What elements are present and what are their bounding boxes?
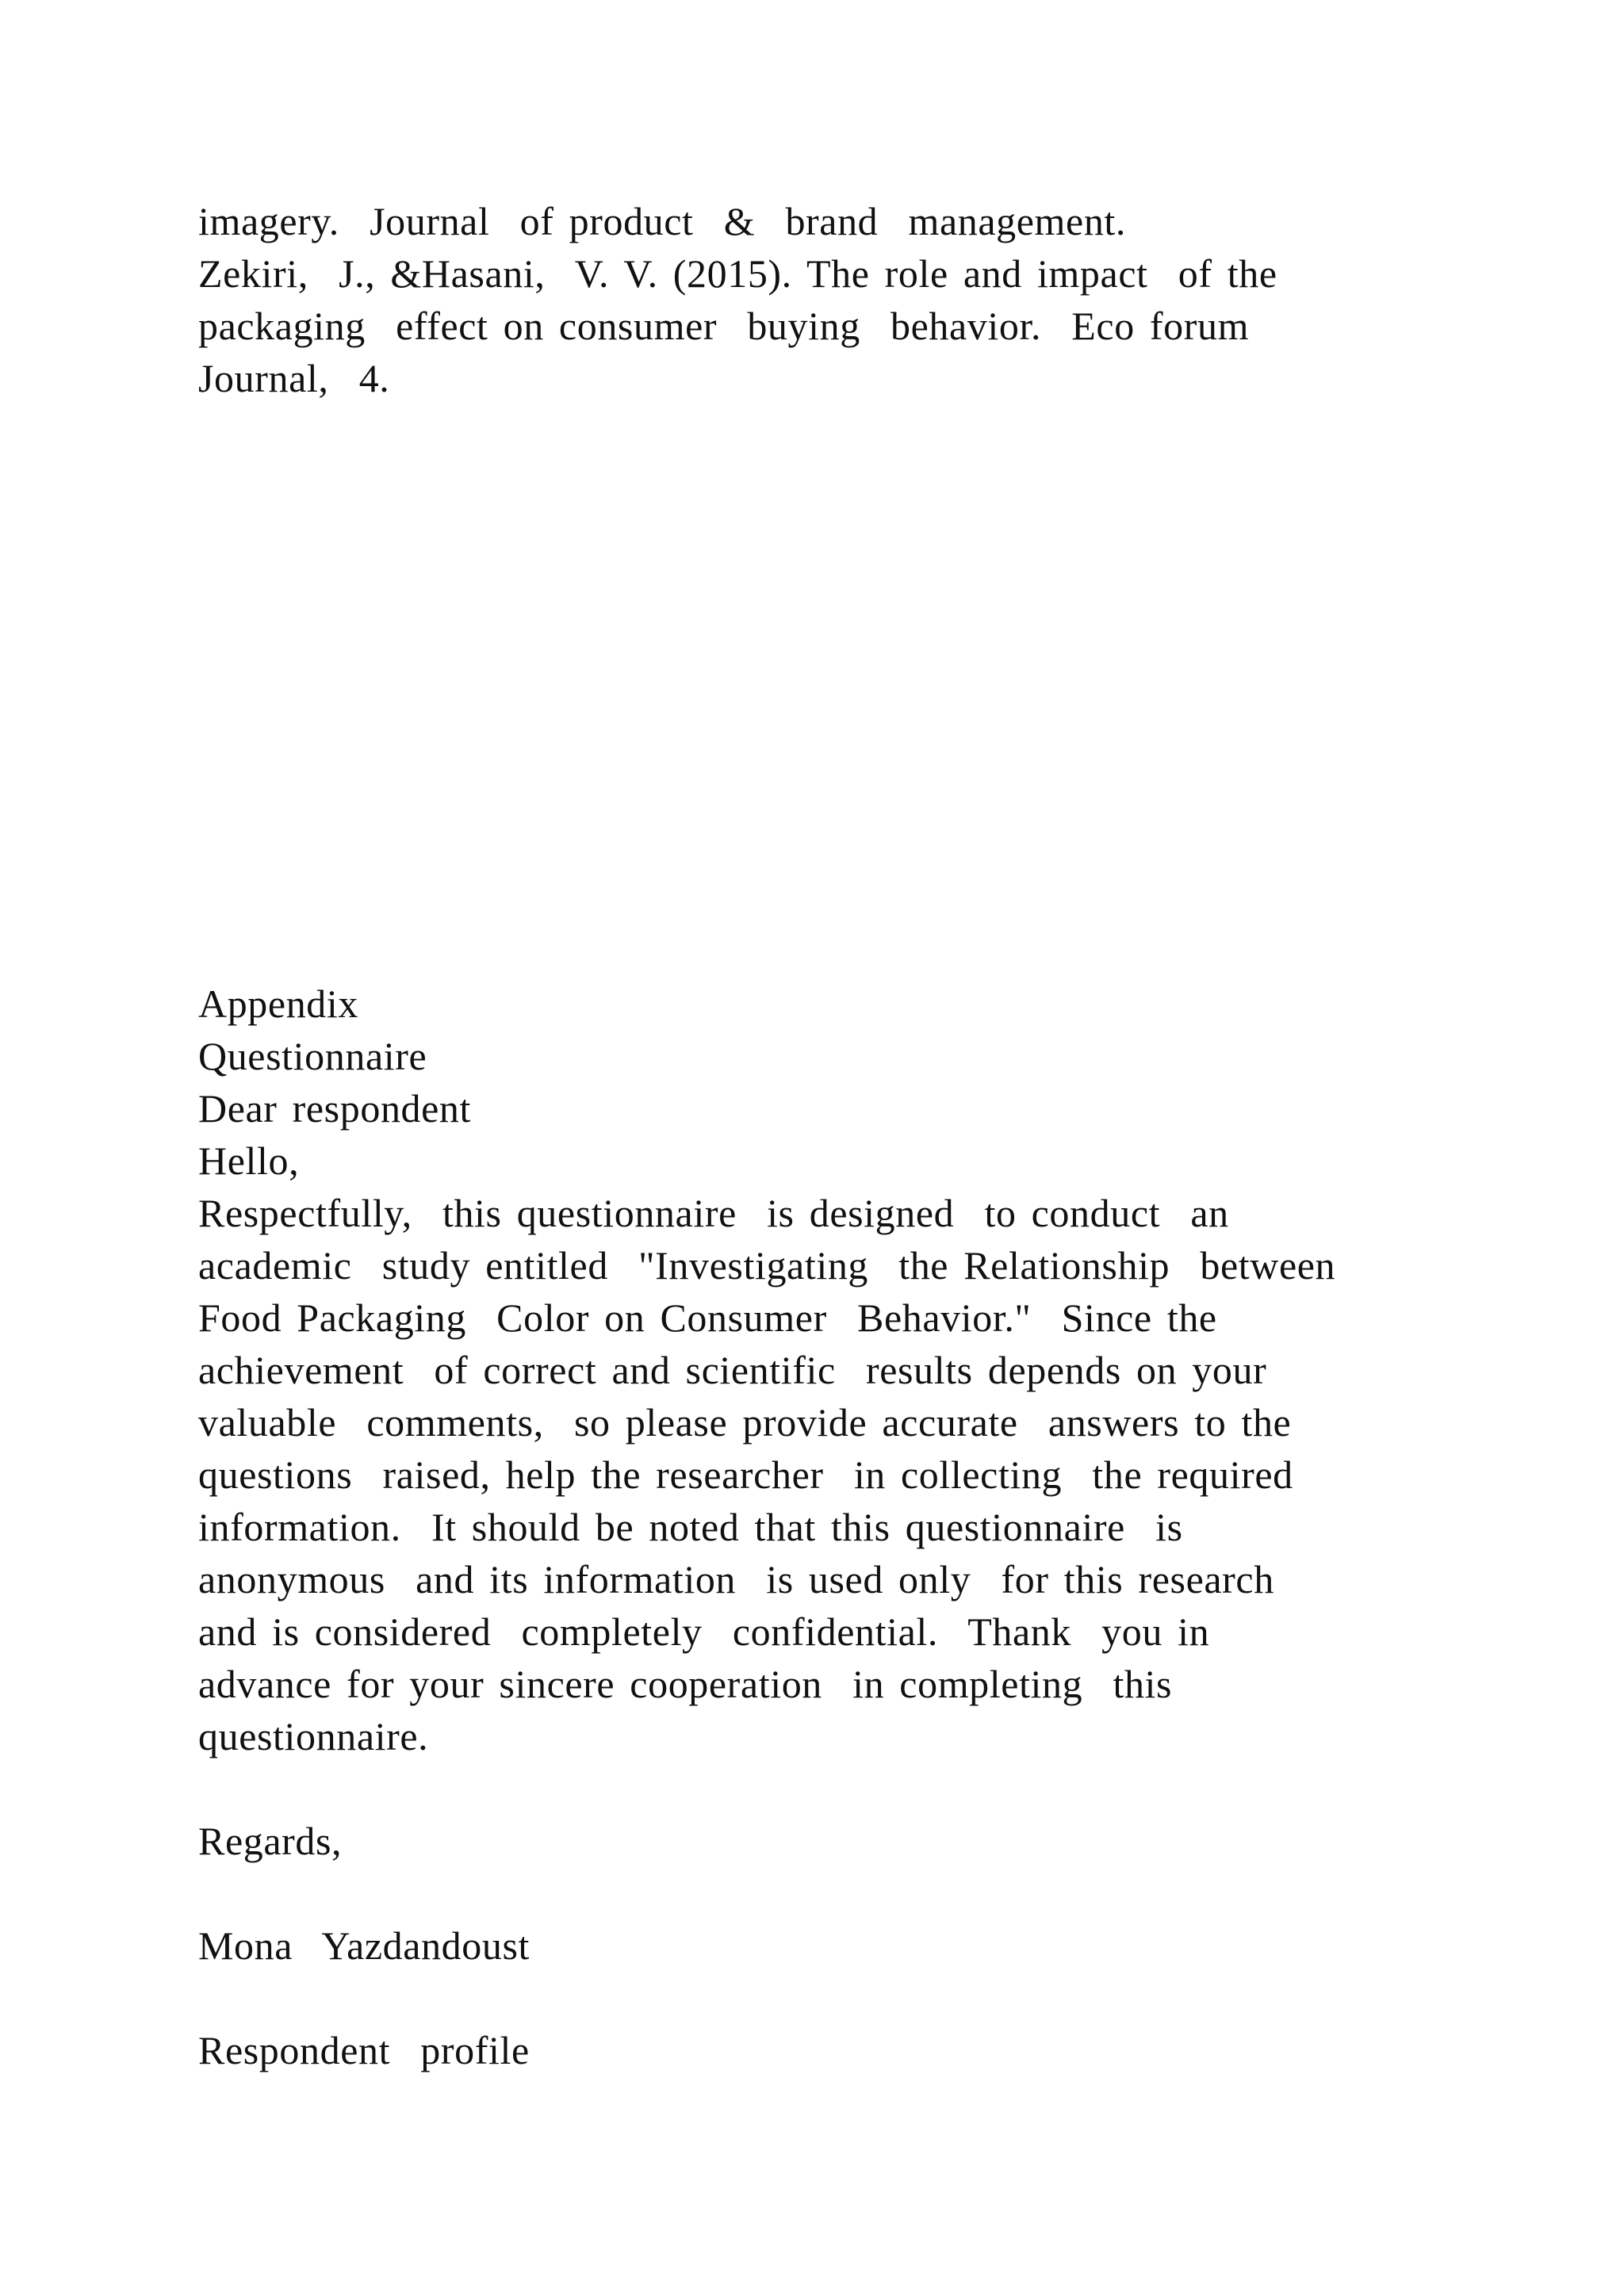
body-line: academic study entitled "Investigating the Relationship between — [198, 1243, 1336, 1288]
reference-line: packaging effect on consumer buying behavior. Eco forum — [198, 304, 1250, 348]
questionnaire-title: Questionnaire — [198, 1034, 427, 1078]
body-line: questionnaire. — [198, 1714, 429, 1758]
appendix-heading: Appendix — [198, 982, 358, 1026]
reference-line: Journal, 4. — [198, 356, 390, 400]
reference-line: Zekiri, J., &Hasani, V. V. (2015). The role and impact of the — [198, 251, 1277, 296]
body-line: anonymous and its information is used only for this research — [198, 1557, 1274, 1601]
closing: Regards, — [198, 1819, 343, 1863]
body-line: achievement of correct and scientific results depends on your — [198, 1348, 1267, 1392]
section-label: Respondent profile — [198, 2028, 530, 2072]
greeting: Hello, — [198, 1138, 300, 1183]
body-line: advance for your sincere cooperation in completing this — [198, 1662, 1173, 1706]
body-line: Respectfully, this questionnaire is designed to conduct an — [198, 1191, 1229, 1235]
body-line: Food Packaging Color on Consumer Behavior." Since the — [198, 1295, 1217, 1340]
body-line: and is considered completely confidential. Thank you in — [198, 1609, 1210, 1654]
reference-line: imagery. Journal of product & brand management. — [198, 199, 1127, 243]
body-line: information. It should be noted that this questionnaire is — [198, 1505, 1183, 1549]
author-name: Mona Yazdandoust — [198, 1923, 530, 1968]
body-line: valuable comments, so please provide accurate answers to the — [198, 1400, 1292, 1445]
salutation: Dear respondent — [198, 1086, 472, 1131]
body-line: questions raised, help the researcher in collecting the required — [198, 1452, 1293, 1497]
